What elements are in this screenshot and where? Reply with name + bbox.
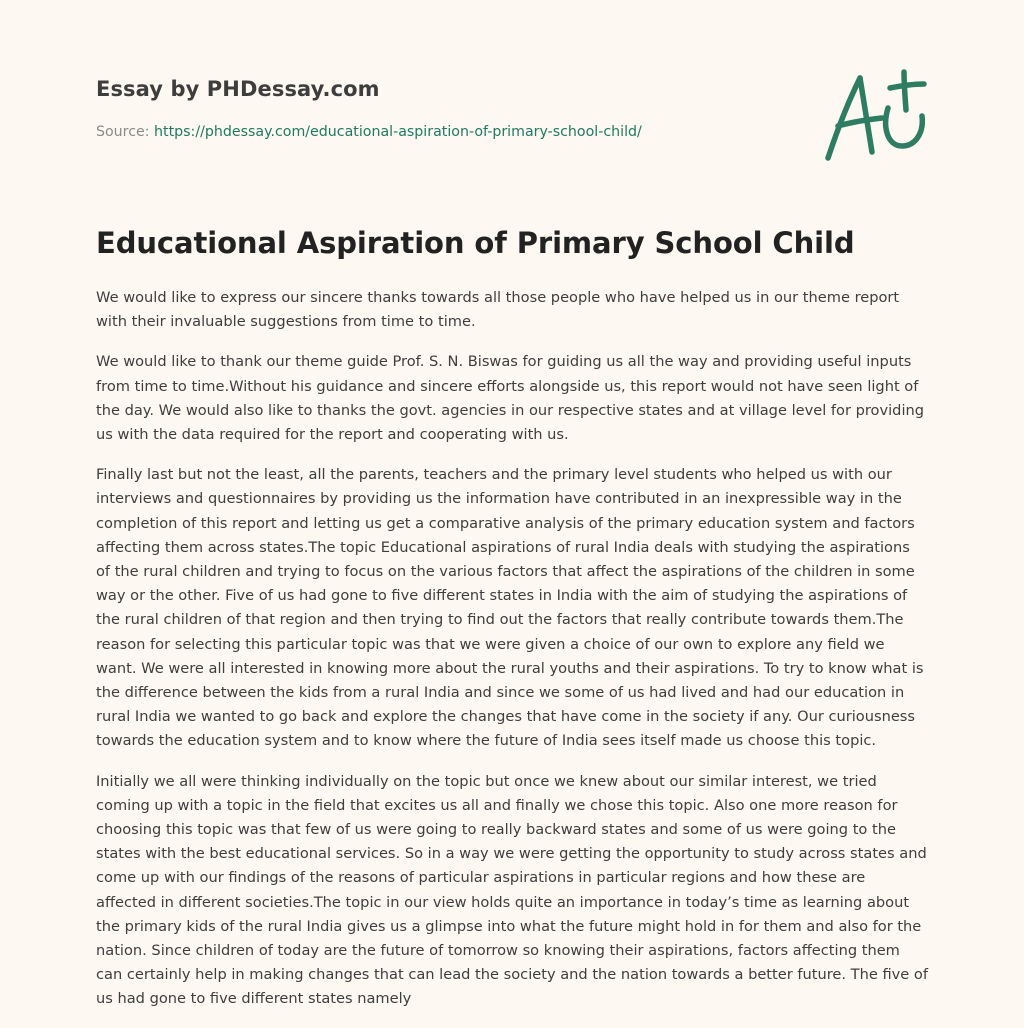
paragraph: Finally last but not the least, all the parents, teachers and the primary level students who helped us with our interviews and questionnaires by providing us the information have contributed in an inexpressible way in the completion of this report and letting us get a comparative analysis of the primary education system and factors affecting them across states.The topic Educational aspirations of rural India deals with studying the aspirations of the rural children and trying to focus on the various factors that affect the aspirations of the children in some way or the other. Five of us had gone to five different states in India with the aim of studying the aspirations of the rural children of that region and then trying to find out the factors that really contribute towards them.The reason for selecting this particular topic was that we were given a choice of our own to explore any field we want. We were all interested in knowing more about the rural youths and their aspirations. To try to know what is the difference between the kids from a rural India and since we some of us had lived and had our education in rural India we wanted to go back and explore the changes that have come in the society if any. Our curiousness towards the education system and to know where the future of India sees itself made us choose this topic. <box>96 466 924 750</box>
source-line <box>96 124 642 140</box>
paragraph: We would like to express our sincere thanks towards all those people who have helped us in our theme report with their invaluable suggestions from time to time. <box>96 289 900 331</box>
a-plus-logo-icon <box>824 68 928 164</box>
paragraph: Initially we all were thinking individually on the topic but once we knew about our similar interest, we tried coming up with a topic in the field that excites us all and finally we chose this topic. Also one more reason for choosing this topic was that few of us were going to really backward states and some of us were going to the states with the best educational services. So in a way we were getting the opportunity to study across states and come up with our findings of the reasons of particular aspirations in particular regions and how these are affected in different societies.The topic in our view holds quite an importance in today’s time as learning about the primary kids of the rural India gives us a glimpse into what the future might hold in for them and also for the nation. Since children of today are the future of tomorrow so knowing their aspirations, factors affecting them can certainly help in making changes that can lead the society and the nation towards a better future. The five of us had gone to five different states namely <box>96 772 928 1008</box>
essay-body <box>96 286 928 1028</box>
essay-page <box>96 0 928 1008</box>
page-header <box>96 0 928 200</box>
source-link[interactable]: https://phdessay.com/educational-aspiration-of-primary-school-child/ <box>154 124 642 140</box>
essay-title: Educational Aspiration of Primary School Child <box>96 226 855 260</box>
paragraph: We would like to thank our theme guide Prof. S. N. Biswas for guiding us all the way and providing useful inputs from time to time.Without his guidance and sincere efforts alongside us, this report would not have seen light of the day. We would also like to thanks the govt. agencies in our respective states and at village level for providing us with the data required for the report and cooperating with us. <box>96 353 925 444</box>
site-title: Essay by PHDessay.com <box>96 77 380 101</box>
source-label: Source: <box>96 124 155 140</box>
